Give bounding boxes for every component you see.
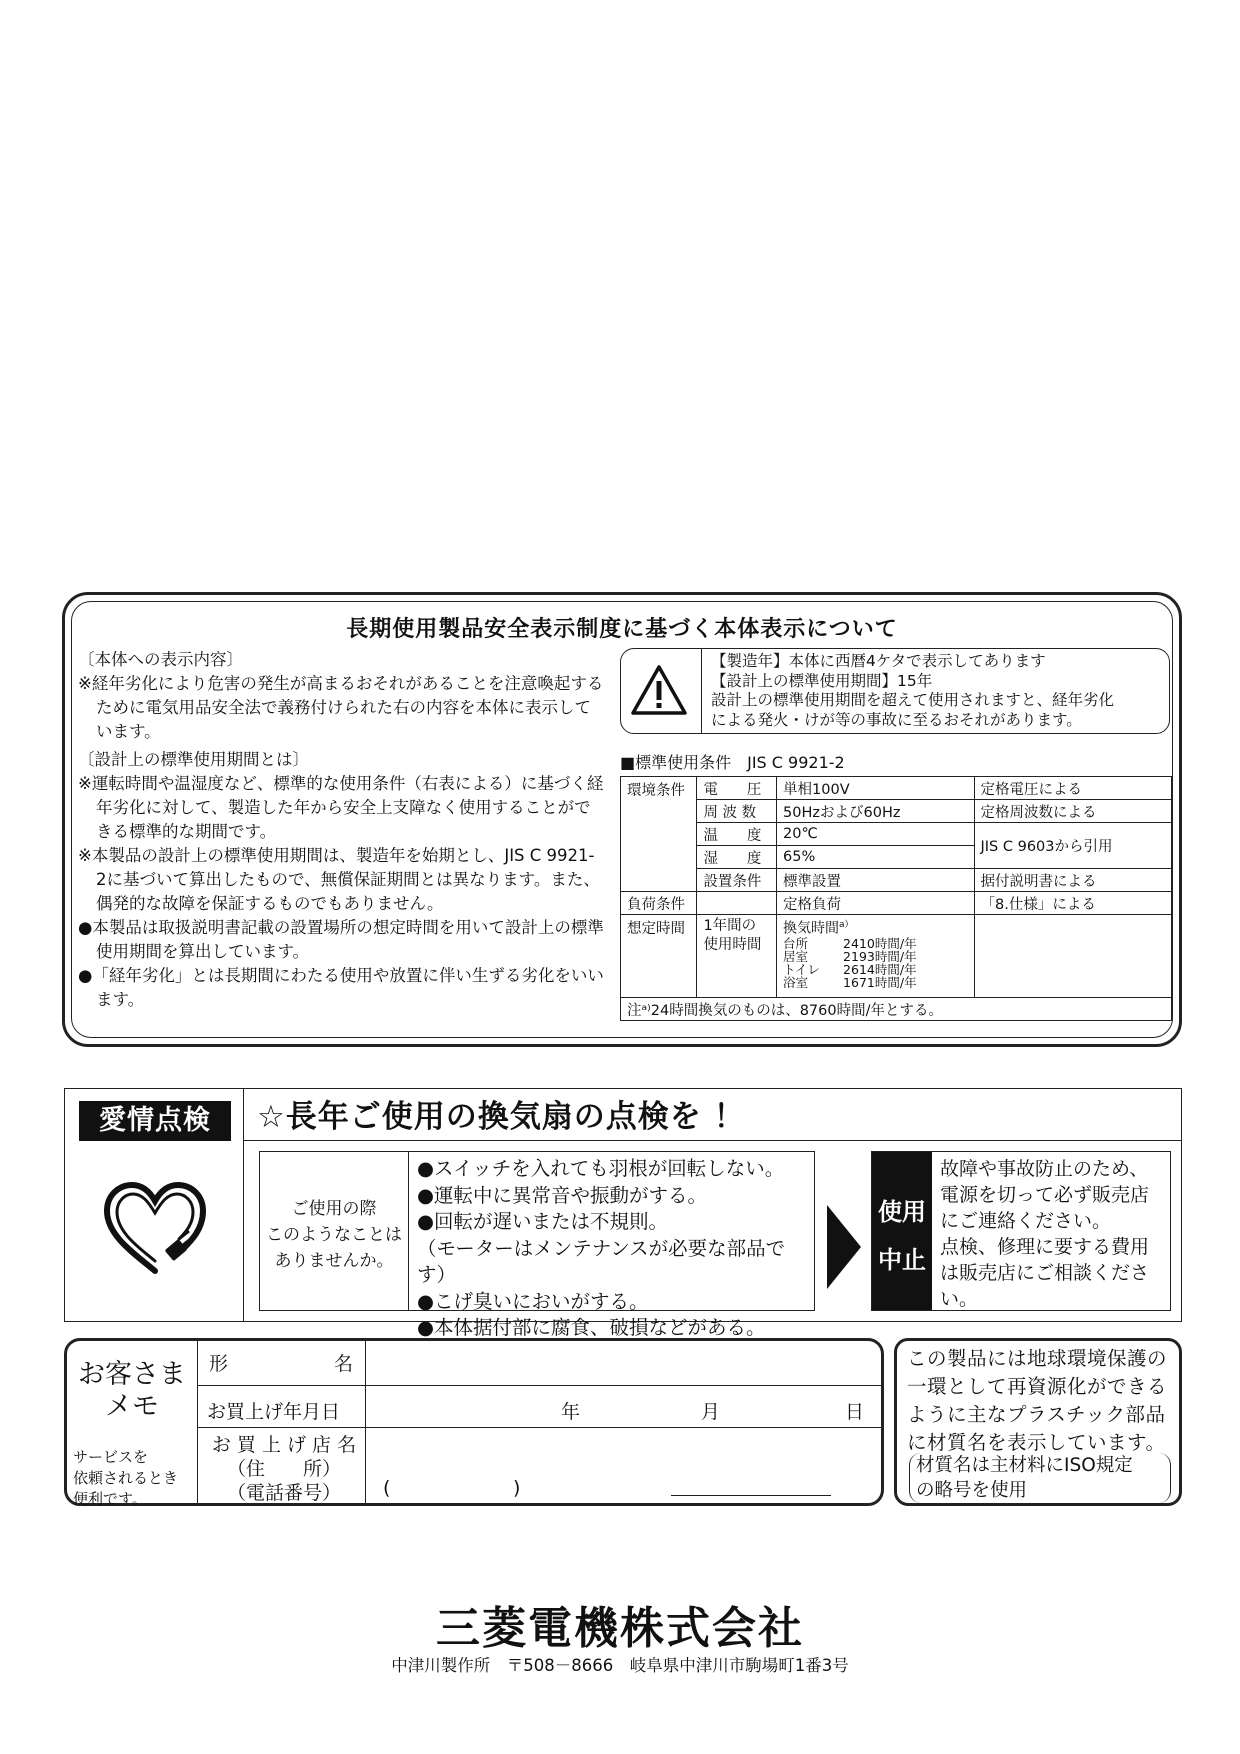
room-hours-row (783, 950, 967, 963)
load-value: 定格負荷 (777, 892, 974, 915)
recycling-text: この製品には地球環境保護の 一環として再資源化ができる ように主なプラスチック部品 に材質名を表示しています。 (907, 1347, 1168, 1454)
phone-underline (671, 1495, 831, 1496)
standard-conditions-heading: ■標準使用条件 JIS C 9921-2 (620, 753, 845, 772)
frequency-note: 定格周波数による (974, 800, 1172, 823)
question-label: ご使用の際 このようなことは ありませんか。 (266, 1199, 402, 1271)
install-value: 標準設置 (777, 869, 974, 892)
symptom-item: （モーターはメンテナンスが必要な部品です） (417, 1236, 786, 1286)
humidity-value: 65% (777, 846, 974, 869)
standard-conditions-table (620, 776, 1172, 1021)
recycling-note (894, 1338, 1182, 1506)
inspection-section (64, 1088, 1182, 1339)
assumed-time-label: 想定時間 (621, 915, 697, 998)
room-hours-row (783, 937, 967, 950)
store-info-label: お 買 上 げ 店 名 （住 所） （電話番号） (211, 1434, 357, 1504)
voltage-value: 単相100V (777, 777, 974, 800)
warning-triangle-icon (629, 661, 689, 721)
install-label: 設置条件 (697, 869, 777, 892)
symptom-item: ●回転が遅いまたは不規則。 (417, 1210, 669, 1233)
warning-text: 【製造年】本体に西暦4ケタで表示してあります 【設計上の標準使用期間】15年 設計上の標準使用期間を超えて使用されますと、経年劣化 による発火・けが等の事故に至るおそれがあります。 (711, 652, 1115, 729)
load-conditions-label: 負荷条件 (621, 892, 697, 915)
room-name: 台所 (783, 935, 809, 951)
warning-label-box (620, 648, 1170, 734)
customer-memo (64, 1338, 884, 1506)
ventilation-hours: 換気時間$^{a)}$ 台所 2410時間/年 居室 2193時間/年 トイレ 2614時間/年 浴室 1671時間/年 (777, 915, 974, 998)
heading-display-content: 〔本体への表示内容〕 (78, 650, 243, 669)
install-note: 据付説明書による (974, 869, 1172, 892)
symptom-item: ●運転中に異常音や振動がする。 (417, 1183, 708, 1207)
room-hours-row (783, 963, 967, 976)
temperature-value: 20℃ (777, 823, 974, 846)
room-hours-row (783, 976, 967, 989)
section-title: 長期使用製品安全表示制度に基づく本体表示について (346, 617, 898, 642)
month-label: 月 (701, 1401, 721, 1423)
symptom-item: ●スイッチを入れても羽根が回転しない。 (417, 1157, 785, 1180)
voltage-note: 定格電圧による (974, 777, 1172, 800)
stop-use-box (871, 1151, 1171, 1311)
annual-use-time-label: 1年間の 使用時間 (697, 915, 777, 998)
symptom-item: ●本体据付部に腐食、破損などがある。 (417, 1316, 766, 1339)
inspection-title: ☆長年ご使用の換気扇の点検を ！ (257, 1099, 746, 1135)
day-label: 日 (845, 1401, 865, 1423)
year-label: 年 (561, 1401, 581, 1423)
memo-title: お客さま メモ (78, 1359, 186, 1422)
temperature-label: 温 度 (697, 823, 777, 846)
room-name: トイレ (783, 961, 820, 977)
inner-border (71, 601, 1173, 1038)
room-hours: 2614時間/年 (843, 961, 917, 977)
company-name: 三菱電機株式会社 (436, 1603, 804, 1654)
voltage-label: 電 圧 (697, 777, 777, 800)
room-name: 浴室 (783, 974, 809, 990)
company-address: 中津川製作所 〒508－8666 岐阜県中津川市駒場町1番3号 (391, 1656, 849, 1675)
humidity-label: 湿 度 (697, 846, 777, 869)
env-conditions-label: 環境条件 (621, 777, 697, 892)
long-term-use-safety-section (62, 592, 1182, 1047)
table-footnote: 注ᵃ⁾24時間換気のものは、8760時間/年とする。 (621, 998, 1172, 1021)
frequency-label: 周 波 数 (697, 800, 777, 823)
heading-standard-period: 〔設計上の標準使用期間とは〕 (78, 750, 309, 769)
room-hours: 2193時間/年 (843, 948, 917, 964)
left-column (78, 648, 604, 1012)
phone-paren-open: ( (383, 1477, 391, 1499)
room-hours: 2410時間/年 (843, 935, 917, 951)
symptom-item: ●こげ臭いにおいがする。 (417, 1289, 649, 1313)
load-note: 「8.仕様」による (974, 892, 1172, 915)
symptom-check-box (259, 1151, 815, 1339)
paragraph-standard-period: ※運転時間や温湿度など、標準的な使用条件（右表による）に基づく経年劣化に対して、製造した年から安全上支障なく使用することができる標準的な期間です。 (78, 774, 604, 841)
stop-use-label: 使用 中止 (872, 1152, 932, 1310)
frequency-value: 50Hzおよび60Hz (777, 800, 974, 823)
paragraph-aging-definition: ●「経年劣化」とは長期間にわたる使用や放置に伴い生ずる劣化をいいます。 (78, 966, 604, 1009)
memo-subtitle: サービスを 依頼されるとき 便利です。 (73, 1448, 179, 1508)
paragraph-assumed-time: ●本製品は取扱説明書記載の設置場所の想定時間を用いて設計上の標準使用期間を算出しています。 (78, 918, 604, 961)
temp-humidity-note: JIS C 9603から引用 (974, 823, 1172, 869)
room-hours-list (783, 937, 967, 989)
room-name: 居室 (783, 948, 809, 964)
arrow-right-icon (827, 1205, 861, 1289)
paragraph-period-basis: ※本製品の設計上の標準使用期間は、製造年を始期とし、JIS C 9921-2に基づいて算出したもので、無償保証期間とは異なります。また、偶発的な故障を保証するものでもありません。 (78, 846, 600, 913)
heart-plug-icon (99, 1179, 211, 1279)
phone-paren-close: ) (513, 1477, 521, 1499)
stop-use-text: 故障や事故防止のため、 電源を切って必ず販売店 にご連絡ください。 点検、修理に要する費用 は販売店にご相談くださ い。 (940, 1158, 1150, 1310)
purchase-date-label: お買上げ年月日 (207, 1401, 341, 1423)
material-name-note: 材質名は主材料にISO規定 の略号を使用 (909, 1453, 1171, 1503)
room-hours: 1671時間/年 (843, 974, 917, 990)
inspection-badge: 愛情点検 (79, 1101, 231, 1141)
model-name-label: 形 名 (209, 1353, 353, 1375)
paragraph-display-content: ※経年劣化により危害の発生が高まるおそれがあることを注意喚起するために電気用品安全法で義務付けられた右の内容を本体に表示しています。 (78, 674, 604, 741)
symptom-list (417, 1156, 814, 1342)
